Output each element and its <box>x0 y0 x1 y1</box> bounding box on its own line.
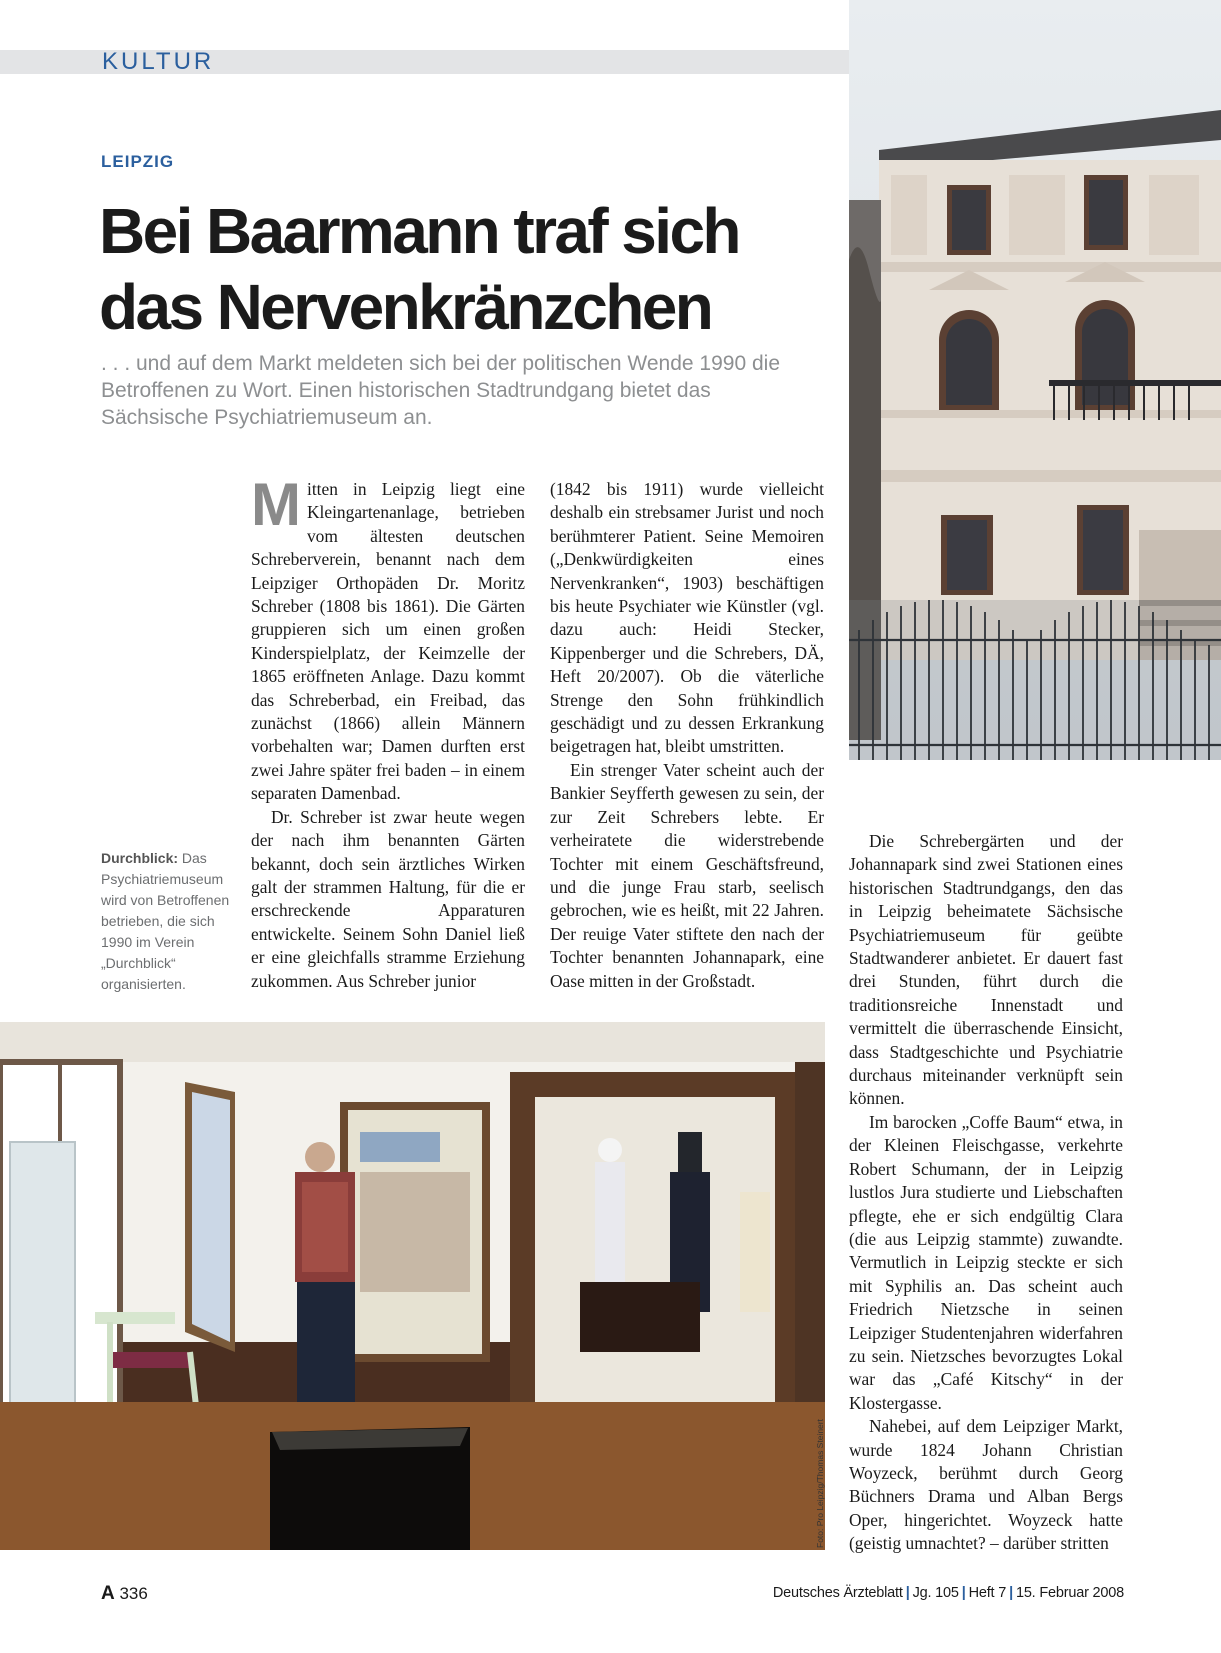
villa-facade-photo <box>849 0 1221 800</box>
article-column-1 <box>251 471 525 993</box>
page-number-value: 336 <box>119 1584 148 1603</box>
kicker: LEIPZIG <box>101 152 175 171</box>
section-label: KULTUR <box>102 48 215 75</box>
museum-interior-photo <box>0 1022 825 1550</box>
publication-info <box>773 1585 1124 1601</box>
photo-credit: Foto: Pro Leipzig/Thomas Steinert <box>815 1419 825 1548</box>
volume: Jg. 105 <box>912 1585 959 1601</box>
separator: | <box>905 1585 910 1601</box>
publication-name: Deutsches Ärzteblatt <box>772 1585 903 1601</box>
paragraph: Nahebei, auf dem Leipziger Markt, wurde 1824 Johann Christian Woyzeck, berühmt durch Georg Büchners Drama und Alban Bergs Oper, hingerichtet. Woyzeck hatte (geistig umnachtet? – darüber stritten <box>849 1416 1123 1554</box>
paragraph: Im barocken „Coffe Baum“ etwa, in der Kleinen Fleischgasse, verkehrte Robert Schumann, der in Leipzig lustlos Jura studierte und Liebschaften pflegte, ehe er sich endgültig Clara (die aus Leipzig stammte) zuwandte. Vermutlich in Leipzig steckte er sich mit Syphilis an. Das scheint auch Friedrich Nietzsche in seinen Leipziger Studentenjahren widerfahren zu sein. Nietzsches bevorzugtes Lokal war das „Café Kitschy“ in der Klostergasse. <box>849 1111 1123 1413</box>
issue-date: 15. Februar 2008 <box>1015 1585 1124 1601</box>
issue: Heft 7 <box>968 1585 1007 1601</box>
headline <box>99 193 819 345</box>
standfirst: . . . und auf dem Markt meldeten sich bei der politischen Wende 1990 die Betroffenen zu Wort. Einen historischen Stadtrundgang bietet das Sächsische Psychiatriemuseum an. <box>101 352 781 429</box>
paragraph: (1842 bis 1911) wurde vielleicht deshalb ein strebsamer Jurist und noch berühmterer Patient. Seine Memoiren („Denkwürdigkeiten eines Nervenkranken“, 1903) beschäftigen bis heute Psychiater wie Künstler (vgl. dazu auch: Heidi Stecker, Kippenberger und die Schrebers, DÄ, Heft 20/2007). Ob die väterliche Strenge den Sohn frühkindlich geschädigt und zu dessen Erkrankung beigetragen hat, bleibt umstritten. <box>550 479 824 757</box>
headline-line-1: Bei Baarmann traf sich <box>99 195 739 267</box>
article-column-3 <box>849 830 1123 1556</box>
caption-text: Das Psychiatriemuseum wird von Betroffenen betrieben, die sich 1990 im Verein „Durchblick“ organisierten. <box>101 850 230 992</box>
photo-caption <box>101 848 241 995</box>
separator: | <box>1009 1585 1013 1601</box>
drop-cap: M <box>251 471 301 538</box>
paragraph: Ein strenger Vater scheint auch der Bankier Seyfferth gewesen zu sein, der zur Zeit Schrebers lebte. Er verheiratete die widerstrebende Tochter mit einem Geschäftsfreund, und die junge Frau starb, seelisch gebrochen, wie es heißt, mit 22 Jahren. Der reuige Vater stiftete den nach der Tochter benannten Johannapark, eine Oase mitten in der Großstadt. <box>550 759 824 991</box>
page-number <box>101 1583 148 1605</box>
page-prefix: A <box>101 1583 115 1604</box>
separator: | <box>961 1585 966 1601</box>
headline-line-2: das Nervenkränzchen <box>99 271 712 343</box>
caption-lead: Durchblick: <box>101 850 179 866</box>
paragraph: Die Schrebergärten und der Johannapark sind zwei Stationen eines historischen Stadtrundgangs, den das in Leipzig beheimatete Sächsische Psychiatriemuseum für geübte Stadtwanderer anbietet. Er dauert fast drei Stunden, führt durch die traditionsreiche Innenstadt und vermittelt die überraschende Einsicht, dass Stadtgeschichte und Psychiatrie durchaus miteinander verknüpft sein können. <box>849 831 1123 1109</box>
paragraph: itten in Leipzig liegt eine Kleingartenanlage, betrieben vom ältesten deutschen Schreberverein, benannt nach dem Leipziger Orthopäden Dr. Moritz Schreber (1808 bis 1861). Die Gärten gruppieren sich um einen großen Kinderspielplatz, der Keimzelle der 1865 eröffneten Anlage. Dazu kommt das Schreberbad, ein Freibad, das zunächst (1866) allein Männern vorbehalten war; Damen durften erst zwei Jahre später frei baden – in einem separaten Damenbad. <box>251 479 525 804</box>
paragraph: Dr. Schreber ist zwar heute wegen der nach ihm benannten Gärten bekannt, doch sein ärztliches Wirken galt der strammen Haltung, für die er erschreckende Apparaturen entwickelte. Seinem Sohn Daniel ließ er eine gleichfalls stramme Erziehung zukommen. Aus Schreber junior <box>251 806 525 991</box>
article-column-2 <box>550 478 824 993</box>
